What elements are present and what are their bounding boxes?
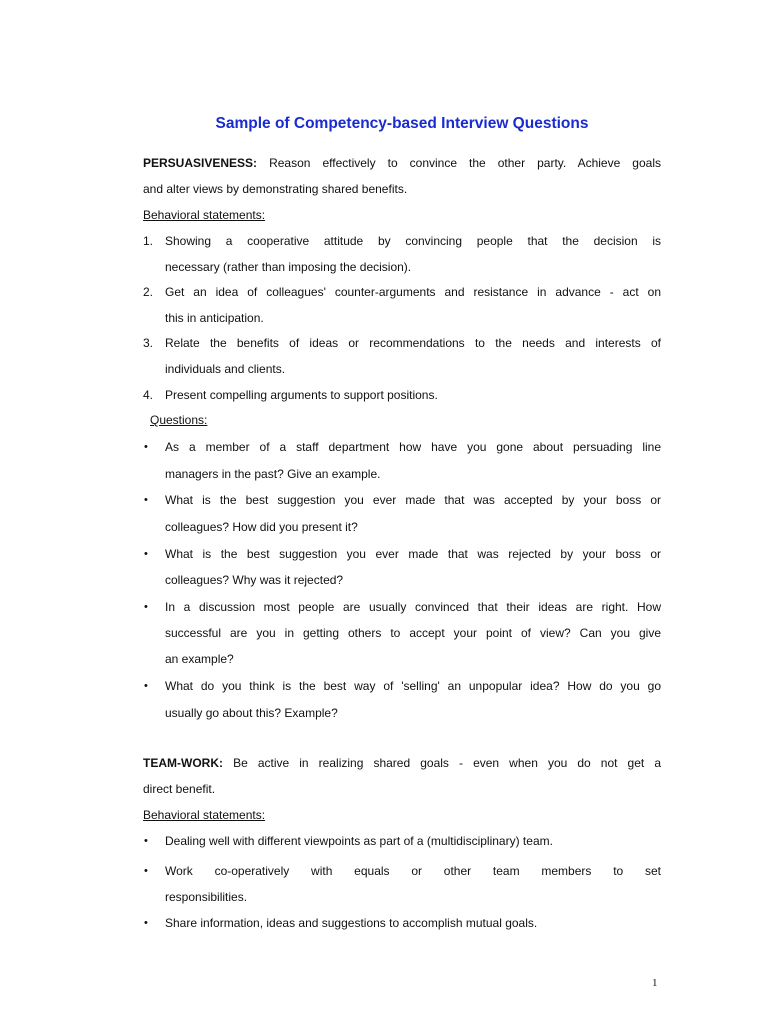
- statement-4-line-1: Present compelling arguments to support positions.: [165, 388, 438, 402]
- statement-number: 1.: [143, 234, 154, 248]
- bullet: •: [144, 865, 148, 877]
- persuasiveness-desc-line-2: and alter views by demonstrating shared benefits.: [143, 182, 408, 196]
- statement-1-line-1: Showing a cooperative attitude by convincing people that the decision is: [165, 234, 661, 248]
- bullet: •: [144, 548, 148, 560]
- statement-3-line-2: individuals and clients.: [165, 362, 286, 376]
- page-number: 1: [652, 977, 658, 989]
- statement-2-line-1: Get an idea of colleagues' counter-arguments and resistance in advance - act on: [165, 285, 661, 299]
- teamwork-behavioral-heading: Behavioral statements:: [143, 808, 266, 822]
- persuasiveness-desc-line-1: [143, 155, 661, 171]
- question-3-line-2: colleagues? Why was it rejected?: [165, 573, 344, 587]
- question-5-line-1: What do you think is the best way of 'selling' an unpopular idea? How do you go: [165, 679, 661, 693]
- teamwork-statement-2-line-1: Work co-operatively with equals or other team members to set: [165, 864, 661, 878]
- question-4-line-1: In a discussion most people are usually convinced that their ideas are right. How: [165, 600, 661, 614]
- question-3-line-1: What is the best suggestion you ever made that was rejected by your boss or: [165, 547, 661, 561]
- question-4-line-3: an example?: [165, 652, 234, 666]
- question-4-line-2: successful are you in getting others to accept your point of view? Can you give: [165, 626, 661, 640]
- statement-3-line-1: Relate the benefits of ideas or recommendations to the needs and interests of: [165, 336, 661, 350]
- bullet: •: [144, 917, 148, 929]
- teamwork-desc-line-1: [143, 755, 661, 771]
- question-2-line-2: colleagues? How did you present it?: [165, 520, 358, 534]
- question-1-line-1: As a member of a staff department how have you gone about persuading line: [165, 440, 661, 454]
- bullet: •: [144, 835, 148, 847]
- persuasiveness-heading: PERSUASIVENESS:: [143, 156, 258, 170]
- bullet: •: [144, 680, 148, 692]
- statement-number: 2.: [143, 285, 154, 299]
- teamwork-desc-text: Be active in realizing shared goals - even when you do not get a: [233, 756, 661, 770]
- persuasiveness-desc-text: Reason effectively to convince the other party. Achieve goals: [269, 156, 661, 170]
- question-5-line-2: usually go about this? Example?: [165, 706, 338, 720]
- statement-1-line-2: necessary (rather than imposing the decision).: [165, 260, 412, 274]
- bullet: •: [144, 494, 148, 506]
- statement-2-line-2: this in anticipation.: [165, 311, 264, 325]
- bullet: •: [144, 441, 148, 453]
- teamwork-desc-line-2: direct benefit.: [143, 782, 216, 796]
- teamwork-statement-3: Share information, ideas and suggestions to accomplish mutual goals.: [165, 916, 538, 930]
- question-1-line-2: managers in the past? Give an example.: [165, 467, 381, 481]
- question-2-line-1: What is the best suggestion you ever made that was accepted by your boss or: [165, 493, 661, 507]
- persuasiveness-behavioral-heading: Behavioral statements:: [143, 208, 266, 222]
- teamwork-statement-2-line-2: responsibilities.: [165, 890, 248, 904]
- teamwork-heading: TEAM-WORK:: [143, 756, 223, 770]
- statement-number: 3.: [143, 336, 154, 350]
- bullet: •: [144, 601, 148, 613]
- page-title: Sample of Competency-based Interview Questions: [215, 115, 589, 132]
- statement-number: 4.: [143, 388, 154, 402]
- questions-heading: Questions:: [150, 413, 208, 427]
- teamwork-statement-1: Dealing well with different viewpoints as part of a (multidisciplinary) team.: [165, 834, 553, 848]
